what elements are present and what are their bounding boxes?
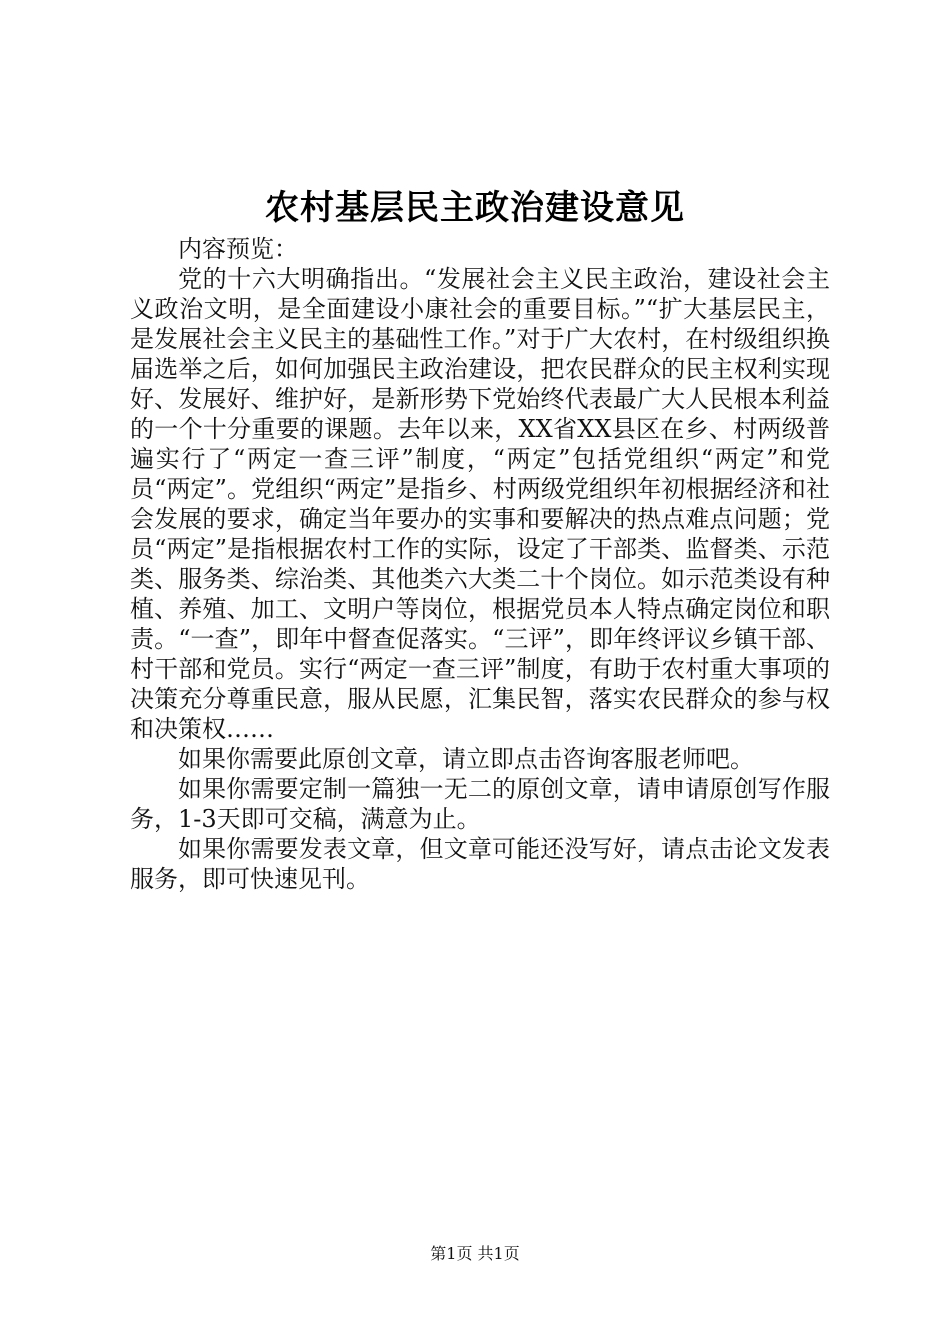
consult-paragraph: 如果你需要此原创文章，请立即点击咨询客服老师吧。 — [178, 745, 754, 773]
custom-writing-paragraph: 如果你需要定制一篇独一无二的原创文章，请申请原创写作服务，1-3天即可交稿，满意为止。 — [130, 775, 830, 833]
body-paragraph-main: 党的十六大明确指出。“发展社会主义民主政治，建设社会主义政治文明，是全面建设小康社会的重要目标。”“扩大基层民主，是发展社会主义民主的基础性工作。”对于广大农村，在村级组织换届选举之后，如何加强民主政治建设，把农民群众的民主权利实现好、发展好、维护好，是新形势下党始终代表最广大人民根本利益的一个十分重要的课题。去年以来，XX省XX县区在乡、村两级普遍实行了“两定一查三评”制度，“两定”包括党组织“两定”和党员“两定”。党组织“两定”是指乡、村两级党组织年初根据经济和社会发展的要求，确定当年要办的实事和要解决的热点难点问题；党员“两定”是指根据农村工作的实际，设定了干部类、监督类、示范类、服务类、综治类、其他类六大类二十个岗位。如示范类设有种植、养殖、加工、文明户等岗位，根据党员本人特点确定岗位和职责。“一查”，即年中督查促落实。“三评”，即年终评议乡镇干部、村干部和党员。实行“两定一查三评”制度，有助于农村重大事项的决策充分尊重民意，服从民愿，汇集民智，落实农民群众的参与权和决策权…… — [130, 265, 830, 743]
document-body — [130, 234, 830, 894]
document-title: 农村基层民主政治建设意见 — [265, 188, 685, 228]
publishing-paragraph: 如果你需要发表文章，但文章可能还没写好，请点击论文发表服务，即可快速见刊。 — [130, 835, 830, 893]
page-indicator: 第1页 共1页 — [430, 1244, 520, 1263]
preview-label: 内容预览： — [178, 235, 298, 263]
